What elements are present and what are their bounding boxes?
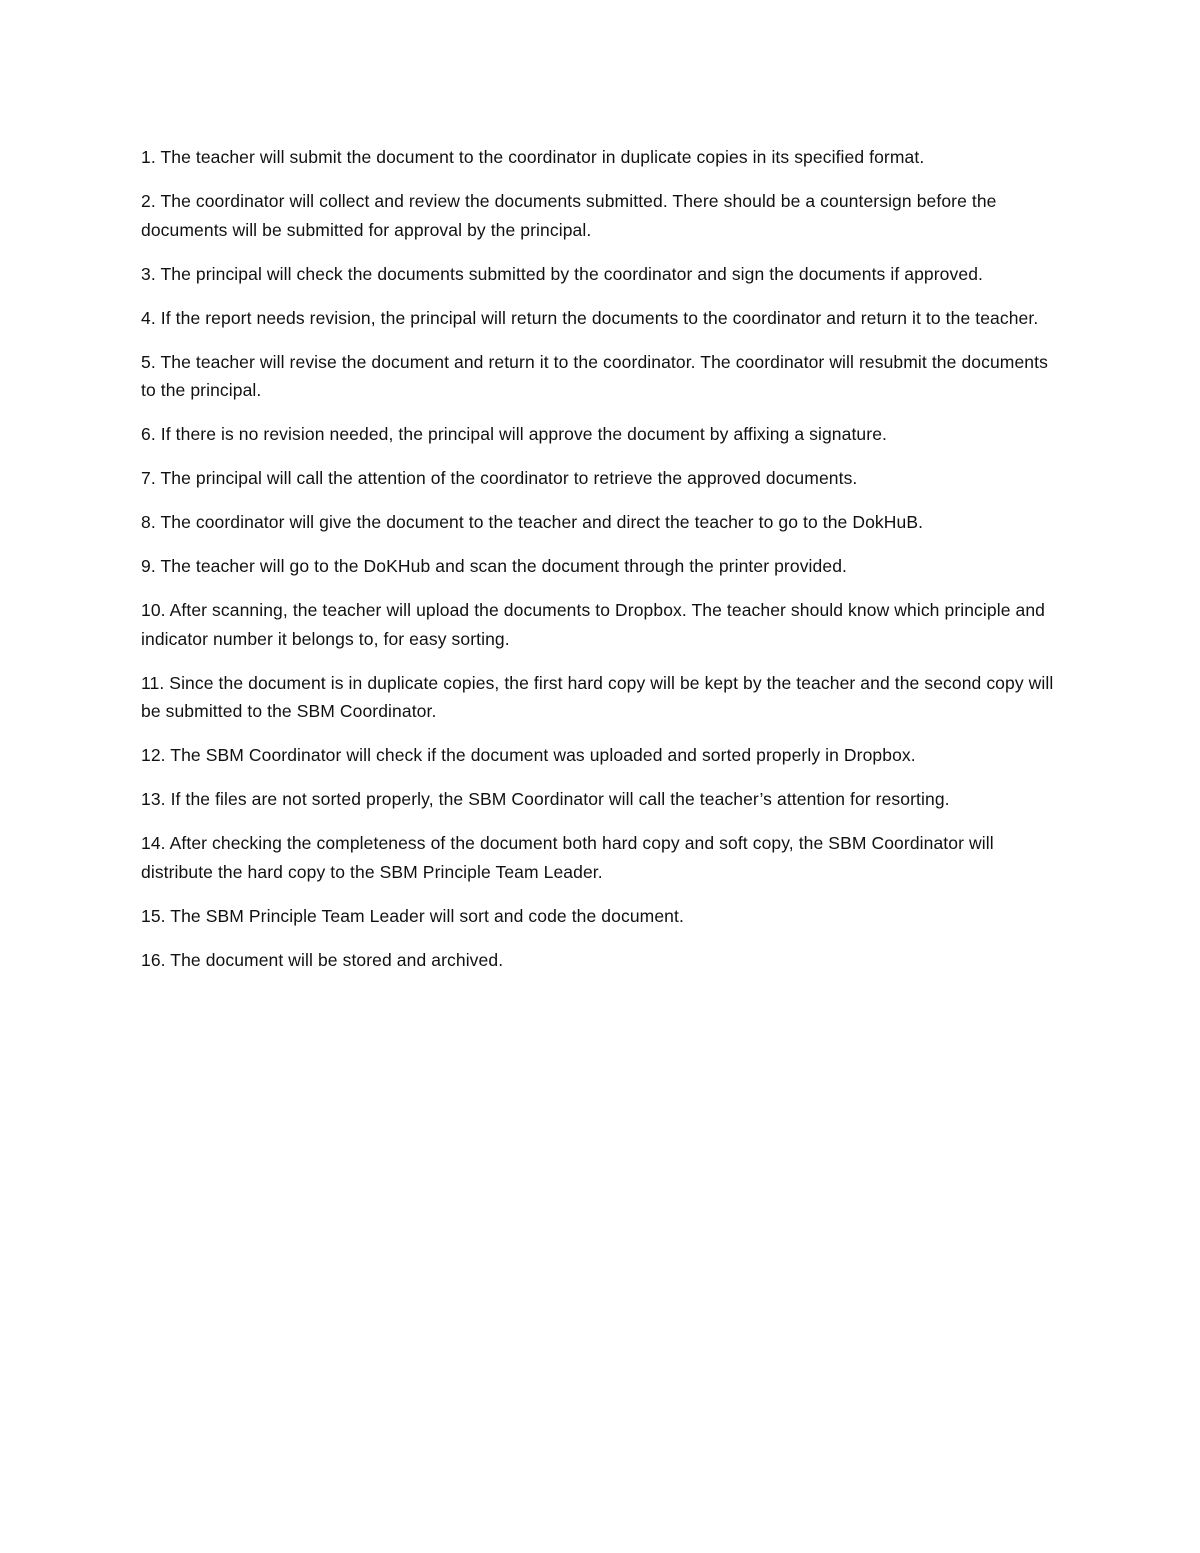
procedure-step-15: 15. The SBM Principle Team Leader will sort and code the document. bbox=[141, 905, 684, 926]
procedure-step-4: 4. If the report needs revision, the principal will return the documents to the coordinator and return it to the teacher. bbox=[141, 307, 1039, 328]
procedure-step-6: 6. If there is no revision needed, the principal will approve the document by affixing a signature. bbox=[141, 424, 887, 444]
procedure-step-11: 11. Since the document is in duplicate copies, the first hard copy will be kept by the teacher and the second copy will be submitted to the SBM Coordinator. bbox=[141, 672, 1054, 721]
procedure-step-8: 8. The coordinator will give the document to the teacher and direct the teacher to go to the DokHuB. bbox=[141, 512, 924, 532]
procedure-step-10: 10. After scanning, the teacher will upload the documents to Dropbox. The teacher should know which principle and indicator number it belongs to, for easy sorting. bbox=[141, 600, 1046, 649]
procedure-steps-list bbox=[141, 143, 1066, 990]
procedure-step-7: 7. The principal will call the attention of the coordinator to retrieve the approved documents. bbox=[141, 468, 858, 488]
procedure-step-1: 1. The teacher will submit the document to the coordinator in duplicate copies in its specified format. bbox=[141, 147, 925, 167]
procedure-step-13: 13. If the files are not sorted properly, the SBM Coordinator will call the teacher’s attention for resorting. bbox=[141, 789, 950, 809]
procedure-step-14: 14. After checking the completeness of the document both hard copy and soft copy, the SBM Coordinator will distribute the hard copy to the SBM Principle Team Leader. bbox=[141, 833, 994, 882]
procedure-step-3: 3. The principal will check the documents submitted by the coordinator and sign the documents if approved. bbox=[141, 263, 983, 284]
procedure-step-2: 2. The coordinator will collect and review the documents submitted. There should be a countersign before the documents will be submitted for approval by the principal. bbox=[141, 191, 997, 240]
procedure-step-12: 12. The SBM Coordinator will check if the document was uploaded and sorted properly in Dropbox. bbox=[141, 745, 916, 765]
procedure-step-16: 16. The document will be stored and archived. bbox=[141, 949, 504, 970]
procedure-step-5: 5. The teacher will revise the document and return it to the coordinator. The coordinator will resubmit the documents to the principal. bbox=[141, 351, 1048, 400]
procedure-step-9: 9. The teacher will go to the DoKHub and scan the document through the printer provided. bbox=[141, 556, 847, 576]
